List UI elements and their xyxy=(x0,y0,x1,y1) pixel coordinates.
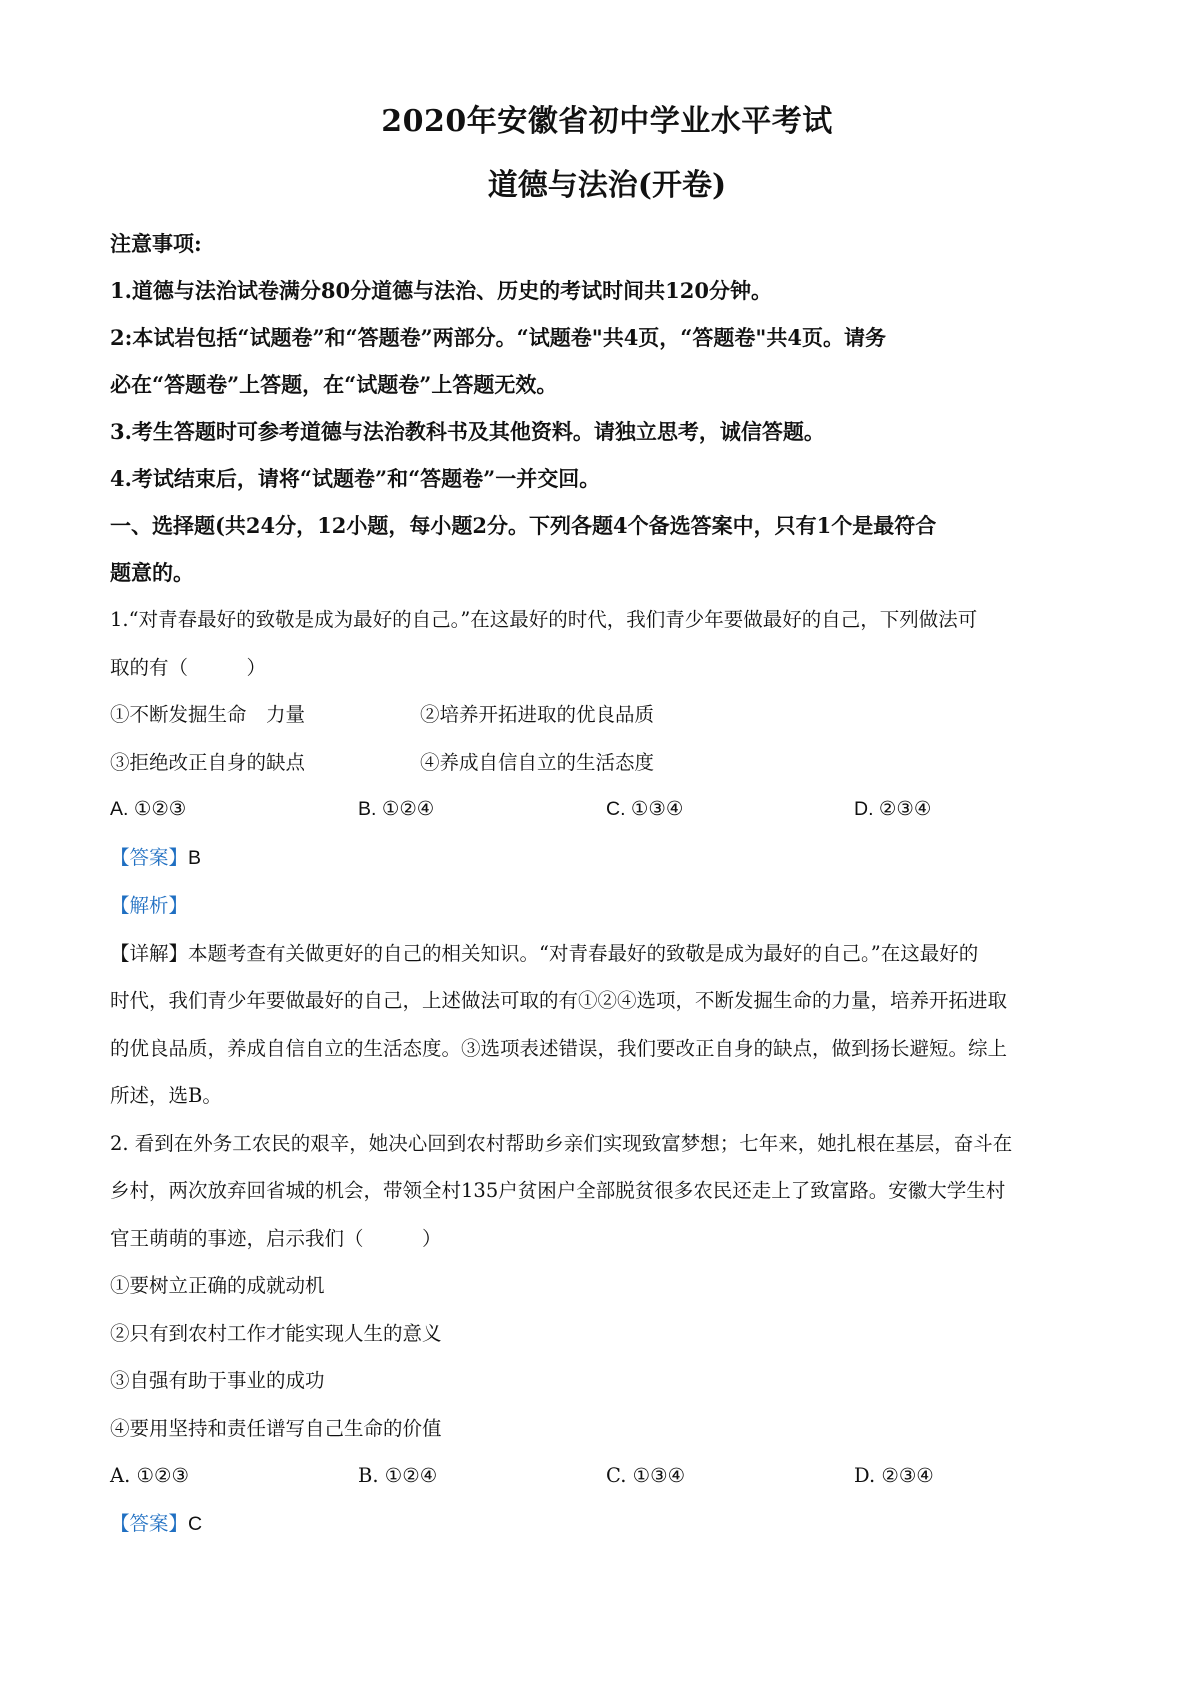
page-subtitle: 道德与法治(开卷) xyxy=(487,168,727,203)
question-1 xyxy=(110,596,1104,1120)
q1-analysis xyxy=(110,882,1104,930)
q2-stem-b: 乡村，两次放弃回省城的机会，带领全村135户贫困户全部脱贫很多农民还走上了致富路。安徽大学生村 xyxy=(110,1179,1006,1202)
q1-option-1: ①不断发掘生命 力量 xyxy=(110,703,306,726)
q1-option-2: ②培养开拓进取的优良品质 xyxy=(420,703,655,726)
q1-choice-b: B. ①②④ xyxy=(358,798,435,820)
q2-stem-c: 官王萌萌的事迹，启示我们（ ） xyxy=(110,1226,442,1250)
question-2 xyxy=(110,1120,1104,1549)
q1-answer-tag: 【答案】 xyxy=(110,845,189,869)
q1-answer xyxy=(110,834,1104,883)
q2-option-1: ①要树立正确的成就动机 xyxy=(110,1274,325,1297)
section-heading-a: 一、选择题(共24分，12小题，每小题2分。下列各题4个备选答案中，只有1个是最符合 xyxy=(110,513,937,538)
notice-item-3: 3.考生答题时可参考道德与法治教科书及其他资料。请独立思考，诚信答题。 xyxy=(110,419,825,444)
q2-answer-tag: 【答案】 xyxy=(110,1511,189,1535)
q1-option-4: ④养成自信自立的生活态度 xyxy=(420,750,655,774)
q1-detail-a: 【详解】本题考查有关做更好的自己的相关知识。“对青春最好的致敬是成为最好的自己。”在这最好的 xyxy=(110,941,979,965)
q1-options-row-2 xyxy=(110,739,1104,787)
q2-choice-d: D. ②③④ xyxy=(854,1464,934,1487)
page-title: 2020年安徽省初中学业水平考试 xyxy=(381,104,833,139)
notice-item-2b: 必在“答题卷”上答题，在“试题卷”上答题无效。 xyxy=(110,372,558,397)
q2-option-2: ②只有到农村工作才能实现人生的意义 xyxy=(110,1321,442,1345)
notice-item-4: 4.考试结束后，请将“试题卷”和“答题卷”一并交回。 xyxy=(110,466,601,491)
q1-choice-d: D. ②③④ xyxy=(854,798,932,820)
q1-stem-a: 1.“对青春最好的致敬是成为最好的自己。”在这最好的时代，我们青少年要做最好的自己，下列做法可 xyxy=(110,608,978,631)
q2-choice-a: A. ①②③ xyxy=(110,1464,189,1487)
q1-stem-b: 取的有（ ） xyxy=(110,655,267,679)
notice-heading: 注意事项: xyxy=(110,231,202,256)
q1-options-row-1 xyxy=(110,691,1104,739)
notice-section xyxy=(110,220,1104,596)
q1-choices xyxy=(110,786,1104,834)
q1-choice-c: C. ①③④ xyxy=(606,798,684,820)
q1-option-3: ③拒绝改正自身的缺点 xyxy=(110,750,306,774)
q1-detail-c: 的优良品质，养成自信自立的生活态度。③选项表述错误，我们要改正自身的缺点，做到扬长避短。综上 xyxy=(110,1036,1008,1060)
notice-item-2a: 2:本试岩包括“试题卷”和“答题卷”两部分。“试题卷"共4页，“答题卷"共4页。请务 xyxy=(110,325,886,350)
q2-answer xyxy=(110,1500,1104,1549)
q1-answer-value: B xyxy=(188,846,202,869)
q2-choice-b: B. ①②④ xyxy=(358,1464,438,1487)
q2-choice-c: C. ①③④ xyxy=(606,1464,686,1487)
q1-analysis-tag: 【解析】 xyxy=(110,894,189,917)
q2-option-4: ④要用坚持和责任谱写自己生命的价值 xyxy=(110,1416,442,1440)
q2-option-3: ③自强有助于事业的成功 xyxy=(110,1369,325,1392)
q1-detail-d: 所述，选B。 xyxy=(110,1084,222,1107)
q2-answer-value: C xyxy=(188,1512,203,1535)
q2-stem-a: 2. 看到在外务工农民的艰辛，她决心回到农村帮助乡亲们实现致富梦想；七年来，她扎根在基层，奋斗在 xyxy=(110,1131,1013,1155)
q2-choices xyxy=(110,1452,1104,1500)
q1-detail-b: 时代，我们青少年要做最好的自己，上述做法可取的有①②④选项，不断发掘生命的力量，培养开拓进取 xyxy=(110,989,1008,1012)
section-heading-b: 题意的。 xyxy=(110,560,194,585)
q1-choice-a: A. ①②③ xyxy=(110,798,187,820)
notice-item-1: 1.道德与法治试卷满分80分道德与法治、历史的考试时间共120分钟。 xyxy=(110,278,772,303)
